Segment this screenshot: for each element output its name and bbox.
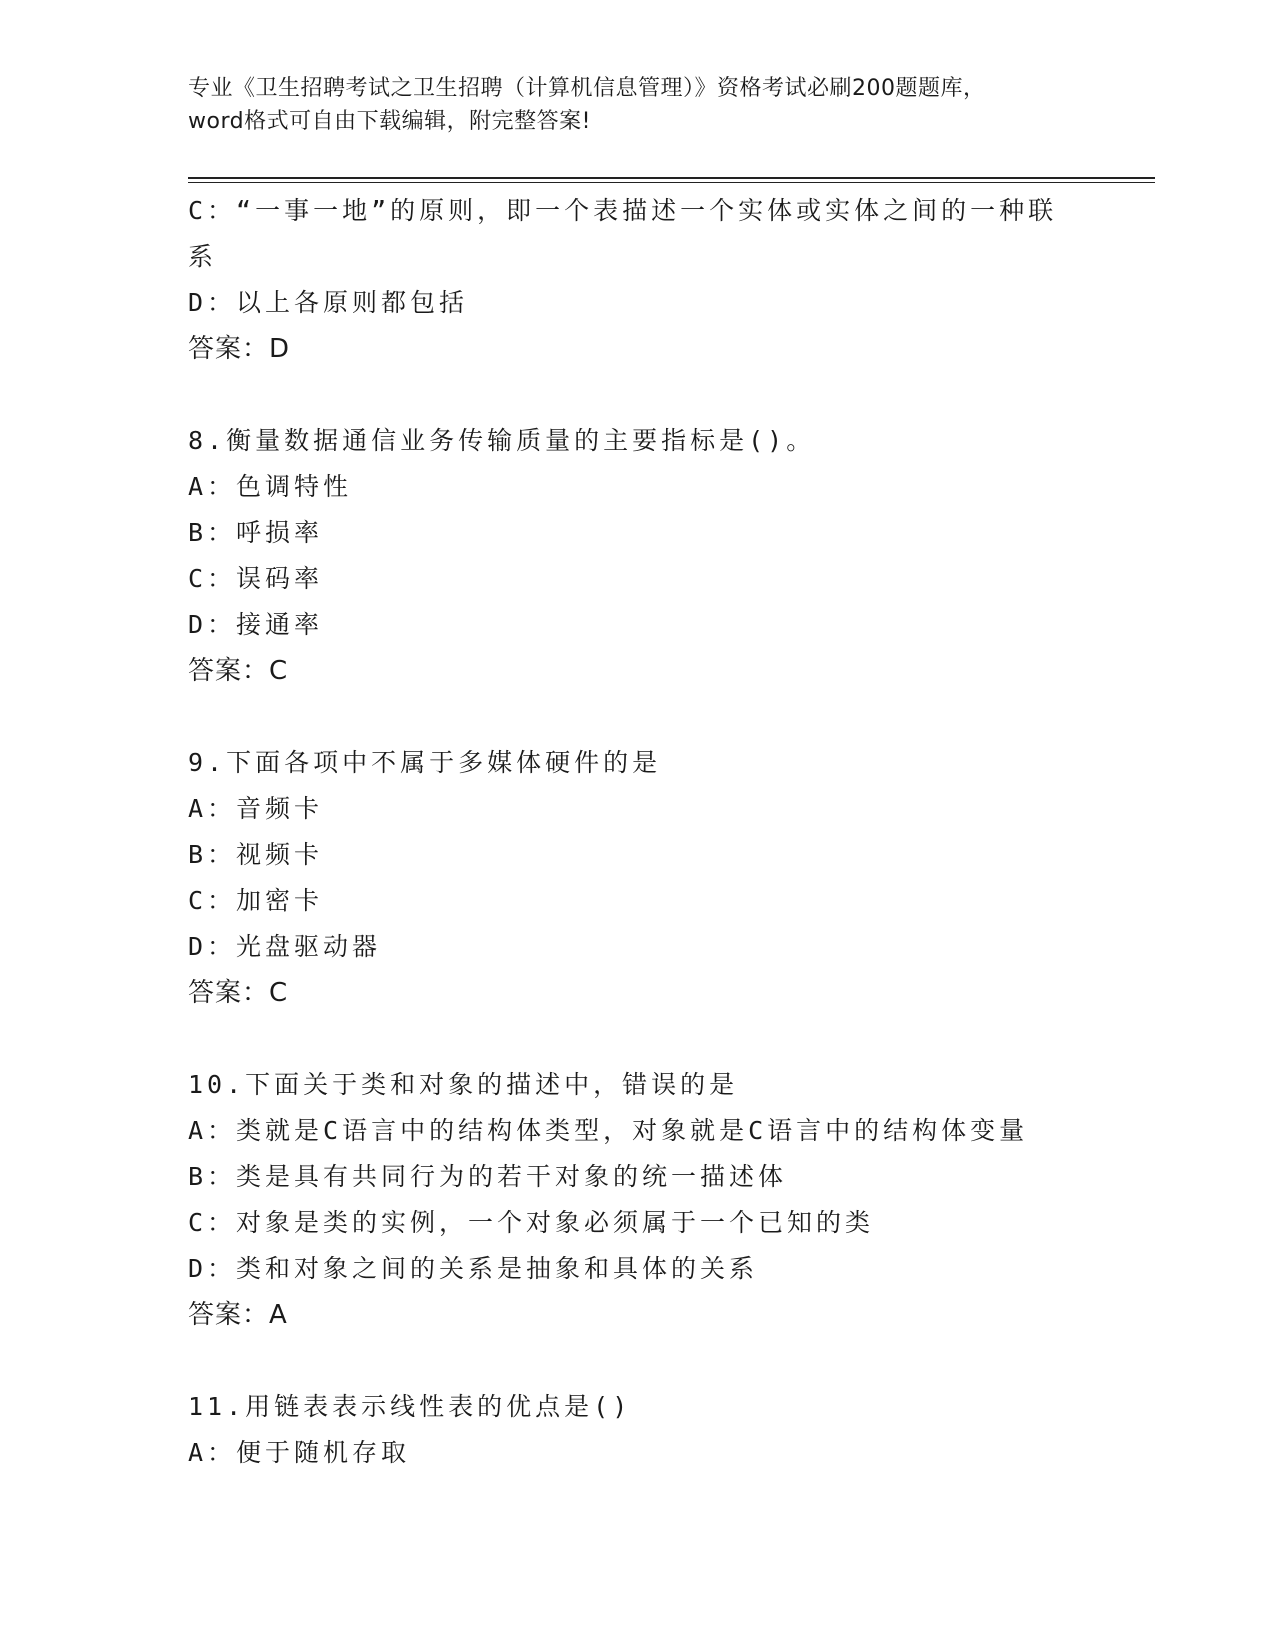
- q8-option-c: C：误码率: [188, 564, 324, 593]
- q8-question: 8.衡量数据通信业务传输质量的主要指标是()。: [188, 426, 816, 455]
- q10-option-a: A：类就是C语言中的结构体类型，对象就是C语言中的结构体变量: [188, 1116, 1029, 1145]
- spacer: [188, 694, 1108, 740]
- q10-option-c: C：对象是类的实例，一个对象必须属于一个已知的类: [188, 1208, 875, 1237]
- q9-option-b: B：视频卡: [188, 840, 324, 869]
- question-block-11: [188, 1384, 1108, 1476]
- q10-option-d: D：类和对象之间的关系是抽象和具体的关系: [188, 1254, 759, 1283]
- document-header: [188, 72, 1088, 138]
- q9-option-a: A：音频卡: [188, 794, 324, 823]
- spacer: [188, 1338, 1108, 1384]
- q10-question: 10.下面关于类和对象的描述中，错误的是: [188, 1070, 739, 1099]
- q8-answer: 答案：C: [188, 656, 289, 686]
- q7-answer: 答案：D: [188, 334, 291, 364]
- header-divider-thick: [188, 177, 1155, 179]
- q10-option-b: B：类是具有共同行为的若干对象的统一描述体: [188, 1162, 788, 1191]
- q8-option-b: B：呼损率: [188, 518, 324, 547]
- header-divider-thin: [188, 182, 1155, 183]
- q10-answer: 答案：A: [188, 1300, 288, 1330]
- header-line-2: word格式可自由下载编辑，附完整答案!: [188, 109, 591, 134]
- spacer: [188, 1016, 1108, 1062]
- question-list: [188, 188, 1108, 1476]
- q7-option-c-line-2: 系: [188, 242, 218, 271]
- q11-question: 11.用链表表示线性表的优点是(): [188, 1392, 632, 1421]
- q9-question: 9.下面各项中不属于多媒体硬件的是: [188, 748, 662, 777]
- question-block-9: [188, 740, 1108, 1016]
- question-block-10: [188, 1062, 1108, 1338]
- question-block-7: [188, 188, 1108, 372]
- q7-option-d: D：以上各原则都包括: [188, 288, 469, 317]
- question-block-8: [188, 418, 1108, 694]
- q9-option-d: D：光盘驱动器: [188, 932, 382, 961]
- q8-option-d: D：接通率: [188, 610, 324, 639]
- q7-option-c-line-1: C：“一事一地”的原则，即一个表描述一个实体或实体之间的一种联: [188, 196, 1058, 225]
- q11-option-a: A：便于随机存取: [188, 1438, 411, 1467]
- header-line-1: 专业《卫生招聘考试之卫生招聘（计算机信息管理）》资格考试必刷200题题库，: [188, 76, 986, 101]
- q9-option-c: C：加密卡: [188, 886, 324, 915]
- q9-answer: 答案：C: [188, 978, 289, 1008]
- spacer: [188, 372, 1108, 418]
- q8-option-a: A：色调特性: [188, 472, 353, 501]
